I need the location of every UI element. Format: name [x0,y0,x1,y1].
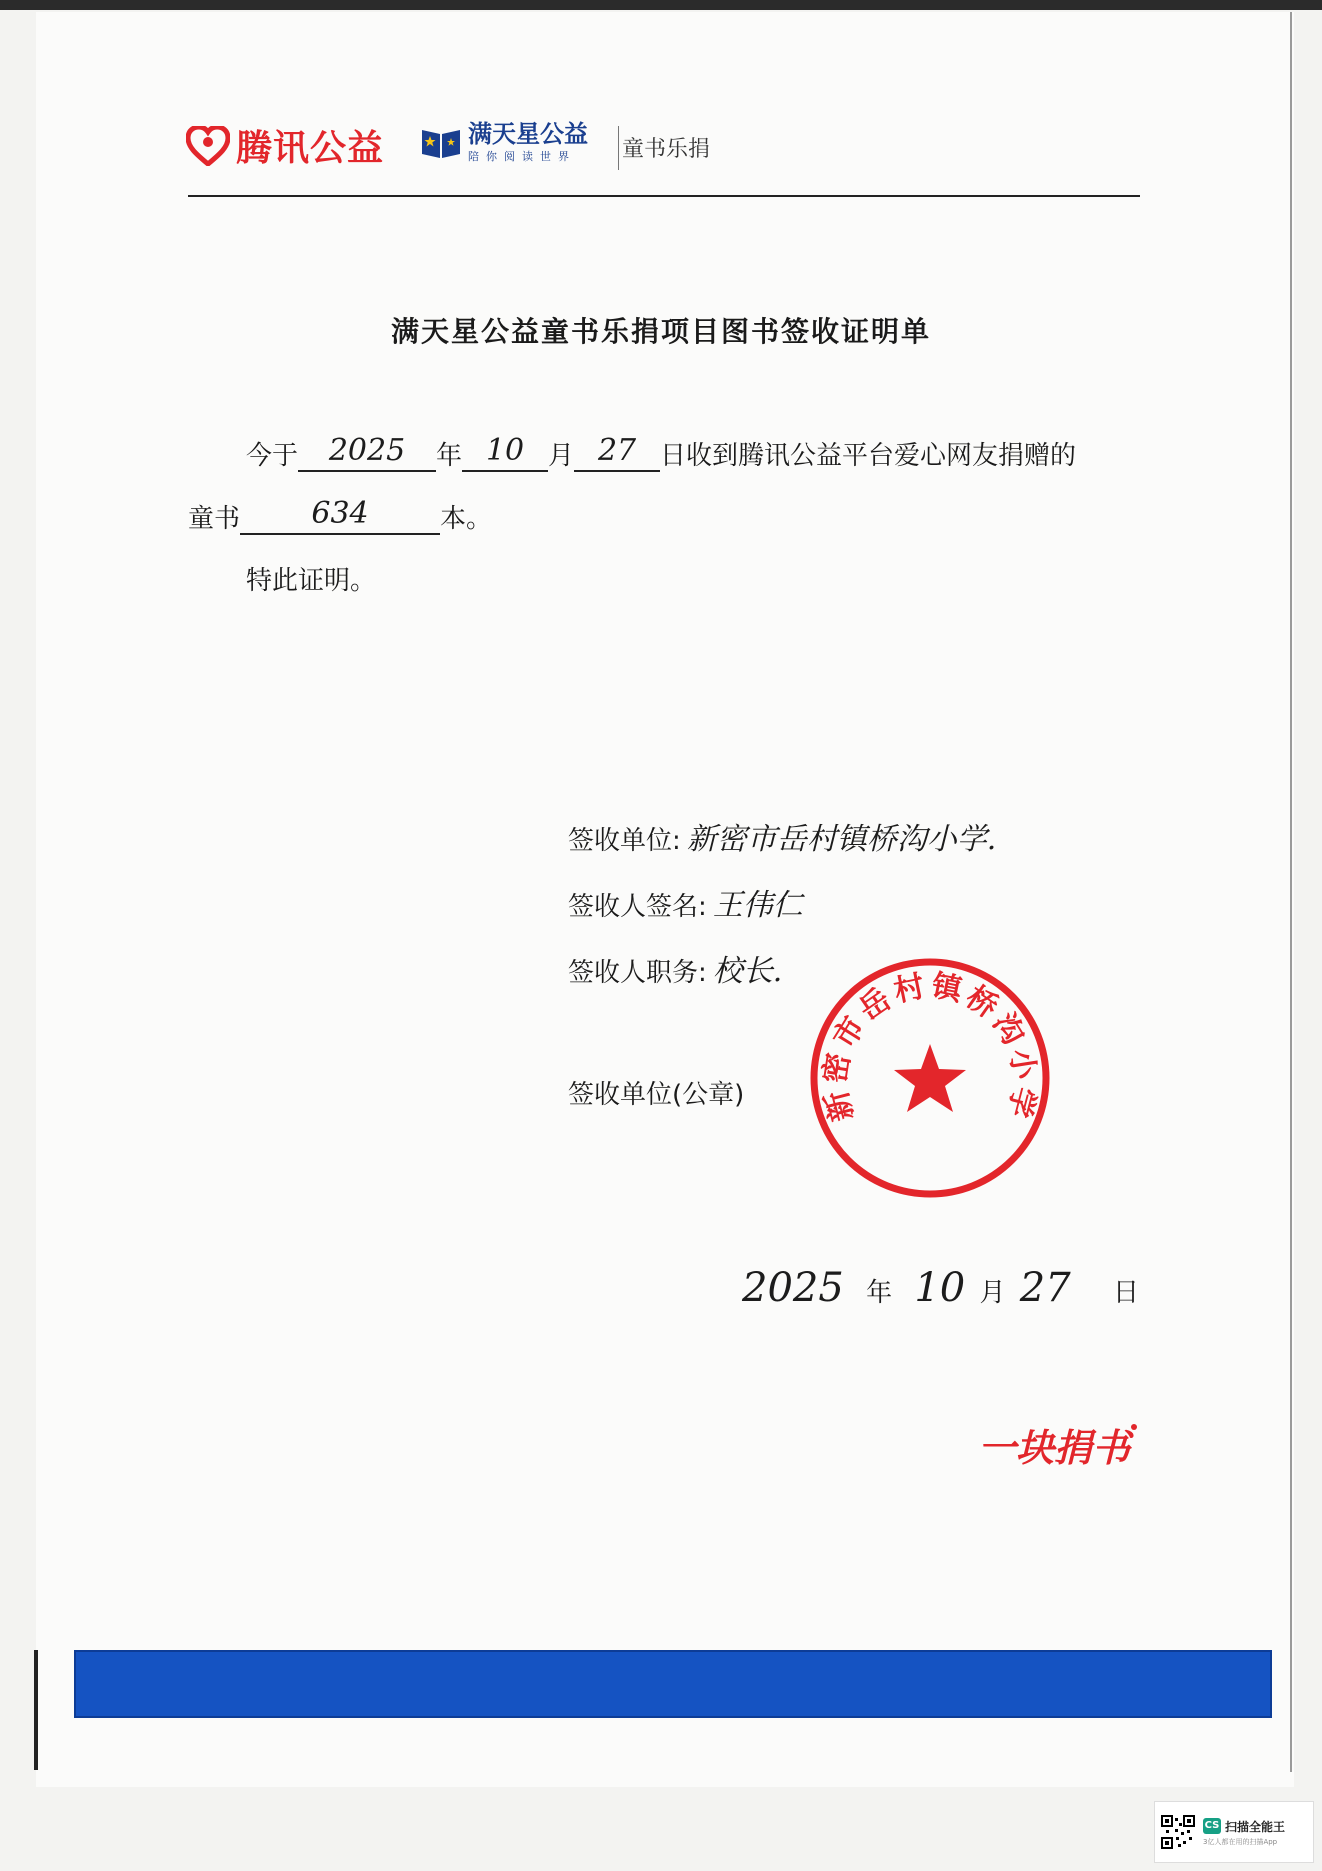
signer-label: 签收人签名: [568,892,707,922]
count-handwritten: 634 [311,496,369,531]
month-blank [462,433,548,472]
receipt-line-1 [246,435,1076,472]
camscanner-subtitle: 3亿人都在用的扫描App [1203,1837,1278,1846]
tencent-logo-text: 腾讯公益 [236,128,385,169]
mantianxing-logo [420,122,588,162]
year-unit: 年 [436,441,463,471]
date-year-handwritten: 2025 [742,1265,844,1311]
yikuai-juanshu-stamp [974,1415,1144,1475]
position-label: 签收人职务: [568,958,707,988]
seal-star-icon [894,1044,966,1112]
year-blank [298,433,436,472]
paper-right-edge [1290,12,1292,1772]
mantianxing-slogan: 陪你阅读世界 [468,150,576,163]
logo-divider [618,126,619,170]
certify-text: 特此证明。 [246,566,377,596]
document-title: 满天星公益童书乐捐项目图书签收证明单 [390,315,931,348]
receiving-unit-handwritten: 新密市岳村镇桥沟小学. [686,822,997,857]
official-seal [808,956,1052,1200]
seal-text: 新密市岳村镇桥沟小学 [817,968,1043,1125]
receiving-unit-label: 签收单位: [568,826,681,856]
day-blank [574,433,660,472]
mantianxing-logo-text: 满天星公益 [468,120,588,148]
day-handwritten: 27 [597,433,637,468]
header-rule [188,195,1140,197]
seal-label: 签收单位(公章) [568,1080,745,1110]
scan-top-edge [0,0,1322,10]
footer-blue-bar [74,1650,1272,1718]
open-book-stars-icon [420,124,462,160]
position-row [568,946,782,990]
camscanner-logo-icon: CS [1203,1818,1221,1834]
stamp-text: 一块捐书 [978,1426,1131,1470]
line2-prefix: 童书 [188,504,241,534]
month-handwritten: 10 [485,433,525,468]
signer-row [568,880,803,924]
line1-prefix: 今于 [246,441,299,471]
position-handwritten: 校长. [712,954,783,989]
stamp-dot-icon [1131,1424,1137,1430]
month-unit: 月 [548,441,575,471]
tongshu-lejuan-logo: 童书乐捐 [622,137,711,162]
camscanner-title: 扫描全能王 [1225,1819,1286,1834]
qr-code-icon [1161,1815,1195,1849]
tencent-charity-logo [186,120,384,171]
date-day-unit: 日 [1112,1278,1139,1308]
signing-date [742,1265,1139,1311]
signer-handwritten: 王伟仁 [712,888,803,923]
receipt-line-2 [188,498,492,535]
receiving-unit-row [568,814,996,858]
date-month-handwritten: 10 [914,1265,966,1311]
line1-suffix: 日收到腾讯公益平台爱心网友捐赠的 [660,441,1077,471]
count-blank [240,496,440,535]
year-handwritten: 2025 [328,433,406,468]
date-day-handwritten: 27 [1019,1265,1071,1311]
date-month-unit: 月 [979,1278,1006,1308]
line2-suffix: 本。 [440,504,493,534]
camscanner-badge [1154,1801,1314,1863]
paper-left-edge [34,1650,38,1770]
heart-logo-icon [186,126,230,166]
date-year-unit: 年 [866,1278,893,1308]
